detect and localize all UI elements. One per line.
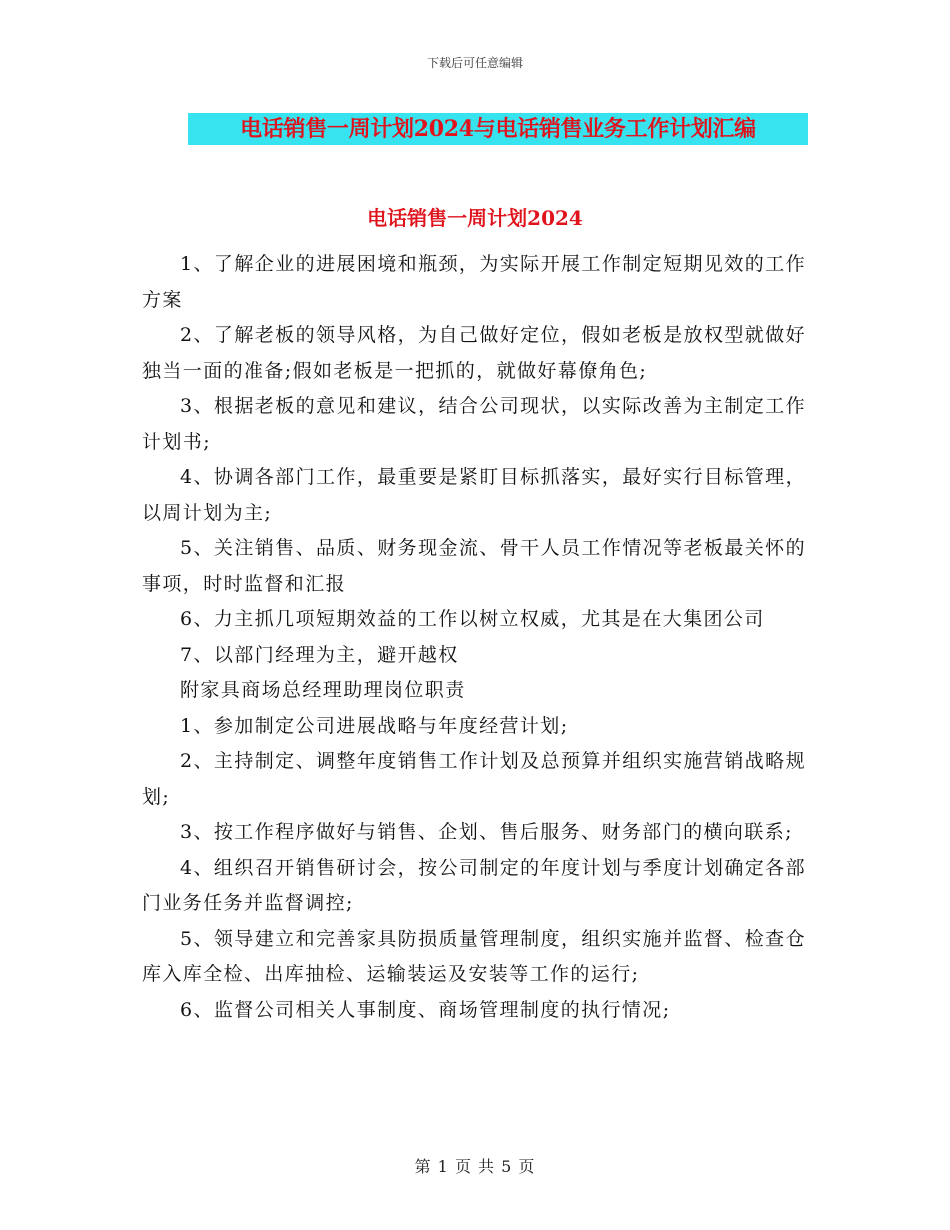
paragraph: 2、了解老板的领导风格，为自己做好定位，假如老板是放权型就做好独当一面的准备;假如老板是一把抓的，就做好幕僚角色; [142, 324, 806, 382]
page-number: 第 1 页 共 5 页 [414, 1157, 536, 1176]
main-title: 电话销售一周计划2024与电话销售业务工作计划汇编 [240, 116, 756, 142]
paragraph: 3、根据老板的意见和建议，结合公司现状，以实际改善为主制定工作计划书; [142, 395, 806, 453]
section-title: 电话销售一周计划2024 [367, 206, 583, 230]
paragraph: 4、协调各部门工作，最重要是紧盯目标抓落实，最好实行目标管理，以周计划为主; [142, 466, 806, 524]
paragraph: 2、主持制定、调整年度销售工作计划及总预算并组织实施营销战略规划; [142, 750, 806, 808]
paragraph: 1、参加制定公司进展战略与年度经营计划; [180, 714, 569, 737]
main-title-highlight [188, 113, 808, 145]
document-body [142, 247, 806, 1028]
paragraph: 6、力主抓几项短期效益的工作以树立权威，尤其是在大集团公司 [180, 608, 765, 630]
paragraph: 6、监督公司相关人事制度、商场管理制度的执行情况; [180, 998, 671, 1021]
paragraph: 7、以部门经理为主，避开越权 [180, 643, 459, 666]
paragraph: 1、了解企业的进展困境和瓶颈，为实际开展工作制定短期见效的工作方案 [142, 253, 806, 311]
header-note: 下载后可任意编辑 [426, 56, 523, 70]
paragraph: 4、组织召开销售研讨会，按公司制定的年度计划与季度计划确定各部门业务任务并监督调控; [142, 856, 806, 914]
appendix-heading: 附家具商场总经理助理岗位职责 [180, 679, 466, 701]
paragraph: 5、领导建立和完善家具防损质量管理制度，组织实施并监督、检查仓库入库全检、出库抽检、运输装运及安装等工作的运行; [142, 927, 806, 985]
paragraph: 5、关注销售、品质、财务现金流、骨干人员工作情况等老板最关怀的事项，时时监督和汇报 [142, 537, 806, 595]
paragraph: 3、按工作程序做好与销售、企划、售后服务、财务部门的横向联系; [180, 821, 793, 843]
